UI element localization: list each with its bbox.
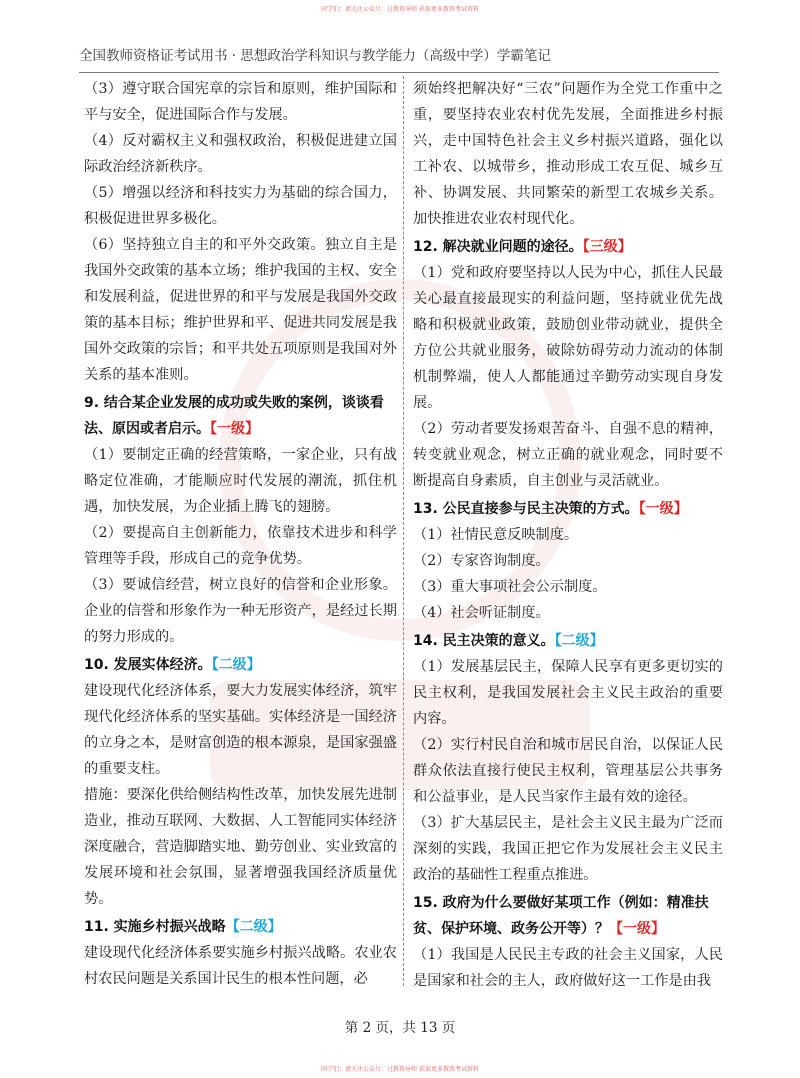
paragraph: （3）扩大基层民主，是社会主义民主最为广泛而深刻的实践，我国正把它作为发展社会主义民主政治的基础性工程重点推进。 (413, 815, 723, 883)
paragraph: （2）专家咨询制度。 (413, 553, 550, 569)
importance-level-badge: 【二级】 (211, 657, 261, 673)
question-title: 11. 实施乡村振兴战略 (84, 919, 226, 935)
paragraph: （1）社情民意反映制度。 (413, 527, 579, 543)
question-heading (413, 496, 723, 522)
paragraph: （4）反对霸权主义和强权政治，积极促进建立国际政治经济新秩序。 (84, 133, 397, 175)
question-title: 14. 民主决策的意义。 (413, 633, 555, 649)
question-title: 10. 发展实体经济。 (84, 657, 212, 673)
question-heading (84, 390, 397, 442)
question-title: 13. 公民直接参与民主决策的方式。 (413, 501, 639, 517)
question-title: 9. 结合某企业发展的成功或失败的案例，谈谈看法、原因或者启示。 (84, 395, 384, 437)
paragraph: （1）要制定正确的经营策略，一家企业，只有战略定位准确，才能顺应时代发展的潮流，抓住机遇，加快发展，为企业插上腾飞的翅膀。 (84, 447, 397, 515)
paragraph: （2）劳动者要发扬艰苦奋斗、自强不息的精神，转变就业观念，树立正确的就业观念，同时要不断提高自身素质，自主创业与灵活就业。 (413, 421, 723, 489)
page-number: 第 2 页，共 13 页 (344, 1020, 456, 1036)
page-header: 全国教师资格证考试用书 · 思想政治学科知识与教学能力（高级中学）学霸笔记 (79, 44, 719, 73)
question-heading (413, 890, 723, 942)
paragraph: 措施：要深化供给侧结构性改革，加快发展先进制造业，推动互联网、大数据、人工智能同实体经济深度融合，营造脚踏实地、勤劳创业、实业致富的发展环境和社会氛围，显著增强我国经济质量优势。 (84, 787, 397, 907)
paragraph: （3）重大事项社会公示制度。 (413, 579, 607, 595)
importance-level-badge: 【一级】 (638, 501, 688, 517)
paragraph: （3）遵守联合国宪章的宗旨和原则，维护国际和平与安全，促进国际合作与发展。 (84, 81, 397, 123)
paragraph: （4）社会听证制度。 (413, 605, 550, 621)
question-heading (84, 914, 397, 940)
paragraph: （1）发展基层民主，保障人民享有更多更切实的民主权利，是我国发展社会主义民主政治的重要内容。 (413, 659, 723, 727)
paragraph: 须始终把解决好“三农”问题作为全党工作重中之重，要坚持农业农村优先发展，全面推进乡村振兴，走中国特色社会主义乡村振兴道路，强化以工补农、以城带乡，推动形成工农互促、城乡互补、协调发展、共同繁荣的新型工农城乡关系。加快推进农业农村现代化。 (413, 81, 723, 227)
paragraph: （2）实行村民自治和城市居民自治，以保证人民群众依法直接行使民主权利，管理基层公共事务和公益事业，是人民当家作主最有效的途径。 (413, 737, 723, 805)
paragraph: 建设现代化经济体系要实施乡村振兴战略。农业农村农民问题是关系国计民生的根本性问题，必 (84, 945, 397, 987)
importance-level-badge: 【二级】 (225, 919, 282, 935)
left-column (84, 76, 397, 992)
importance-level-badge: 【二级】 (554, 633, 604, 649)
question-heading (413, 234, 723, 260)
paragraph: （3）要诚信经营，树立良好的信誉和企业形象。企业的信誉和形象作为一种无形资产，是经过长期的努力形成的。 (84, 577, 397, 645)
paragraph: （1）我国是人民民主专政的社会主义国家，人民是国家和社会的主人，政府做好这一工作是由我 (413, 947, 723, 989)
watermark-bottom: 同学们：请关注公众号：过教资导师 获取更多教资考试资料 (321, 1066, 479, 1073)
paragraph: （1）党和政府要坚持以人民为中心，抓住人民最关心最直接最现实的利益问题，坚持就业优先战略和积极就业政策，鼓励创业带动就业，提供全方位公共就业服务，破除妨碍劳动力流动的体制机制弊端，使人人都能通过辛勤劳动实现自身发展。 (413, 265, 723, 411)
right-column (413, 76, 723, 994)
importance-level-badge: 【一级】 (210, 421, 259, 437)
question-heading (84, 652, 397, 678)
column-divider (403, 76, 404, 986)
importance-level-badge: 【三级】 (582, 239, 632, 255)
question-title: 15. 政府为什么要做好某项工作（例如：精准扶贫、保护环境、政务公开等）？ (413, 895, 709, 937)
paragraph: （5）增强以经济和科技实力为基础的综合国力，积极促进世界多极化。 (84, 185, 397, 227)
watermark-top: 同学们：请关注公众号：过教资导师 获取更多教资考试资料 (321, 6, 479, 13)
question-title: 12. 解决就业问题的途径。 (413, 239, 583, 255)
paragraph: 建设现代化经济体系，要大力发展实体经济，筑牢现代化经济体系的坚实基础。实体经济是一国经济的立身之本，是财富创造的根本源泉，是国家强盛的重要支柱。 (84, 683, 397, 777)
paragraph: （2）要提高自主创新能力，依靠技术进步和科学管理等手段，形成自己的竞争优势。 (84, 525, 397, 567)
importance-level-badge: 【一级】 (609, 921, 665, 937)
question-heading (413, 628, 723, 654)
paragraph: （6）坚持独立自主的和平外交政策。独立自主是我国外交政策的基本立场；维护我国的主权、安全和发展利益，促进世界的和平与发展是我国外交政策的基本目标；维护世界和平、促进共同发展是我国外交政策的宗旨；和平共处五项原则是我国对外关系的基本准则。 (84, 237, 397, 383)
